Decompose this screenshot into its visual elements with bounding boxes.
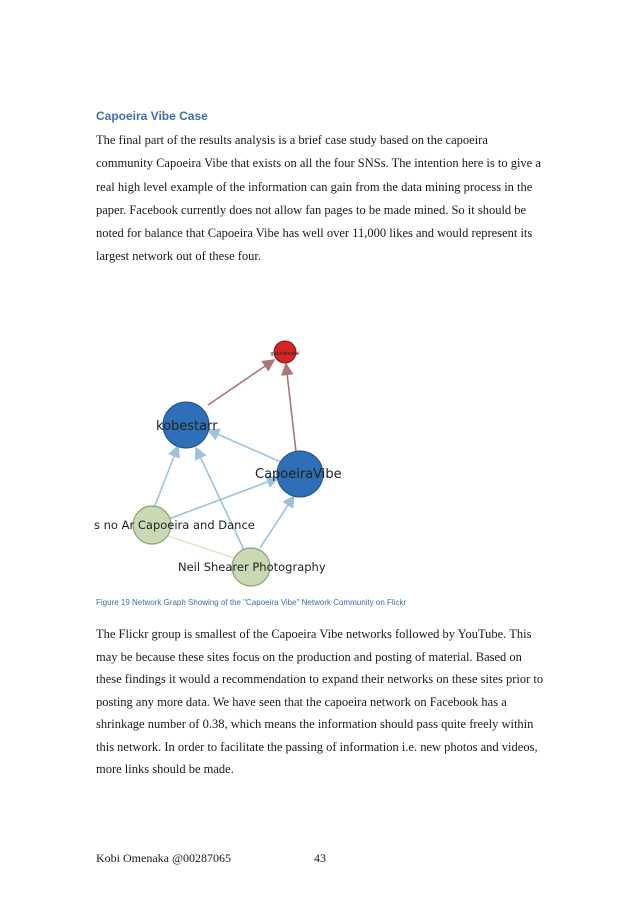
node-label-capoeira-dance: s no Ar Capoeira and Dance [94,518,255,532]
node-label-capoeiravibe: CapoeiraVibe [255,467,342,482]
node-label-top: gabrielvidal [270,351,300,357]
page-footer [96,851,326,866]
edge-capoeiravibe-kobestarr [208,430,281,462]
section-heading: Capoeira Vibe Case [96,109,208,123]
node-label-kobestarr: kobestarr [156,419,218,434]
edge-capoeira-dance-neil [168,536,234,558]
footer-author: Kobi Omenaka @00287065 [96,851,232,865]
figure-caption: Figure 19 Network Graph Showing of the "Capoeira Vibe" Network Community on Flickr [96,598,407,607]
edge-neil-capoeiravibe [260,496,294,548]
edge-capoeira-dance-kobestarr [154,446,178,508]
page-number: 43 [314,851,326,865]
paragraph-discussion: The Flickr group is smallest of the Capoeira Vibe networks followed by YouTube. This may be because these sites focus on the production and posting of material. Based on these findings it would a recommendation to expand their networks on these sites prior to posting any more data. We have seen that the capoeira network on Facebook has a shrinkage number of 0.38, which means the information should pass quite freely within this network. In order to facilitate the passing of information i.e. new photos and videos, more links should be made. [96,627,544,776]
node-label-neil-shearer: Neil Shearer Photography [178,560,326,574]
network-graph [94,338,394,588]
edge-kobestarr-top [208,360,274,405]
edge-capoeiravibe-top [286,364,296,452]
network-graph-figure [94,338,394,588]
edge-capoeira-dance-capoeiravibe [166,478,278,520]
paragraph-intro: The final part of the results analysis is a brief case study based on the capoeira community Capoeira Vibe that exists on all the four SNSs. The intention here is to give a real high level example of the information can gain from the data mining process in the paper. Facebook currently does not allow fan pages to be made mined. So it should be noted for balance that Capoeira Vibe has well over 11,000 likes and would represent its largest network out of these four. [96,133,541,264]
